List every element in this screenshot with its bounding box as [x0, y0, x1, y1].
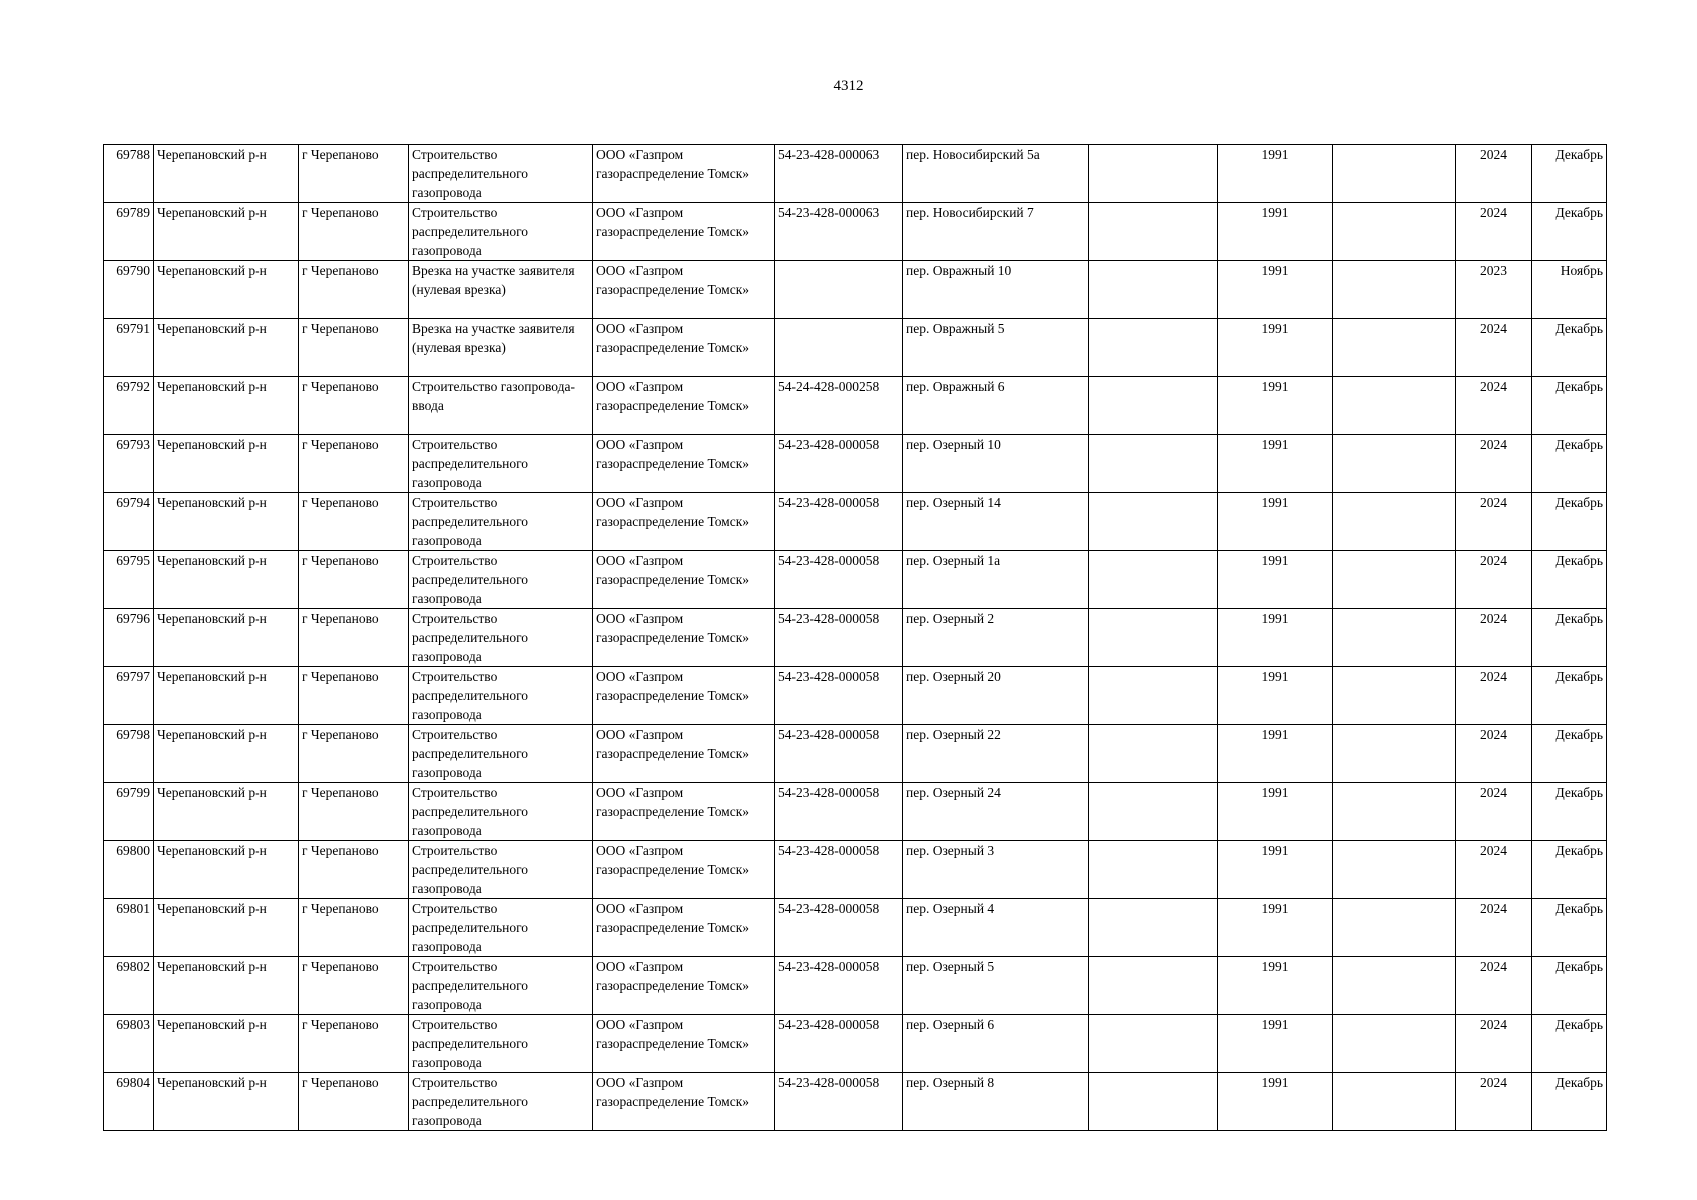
- plan-year-cell: 2024: [1456, 319, 1532, 377]
- address-cell: пер. Озерный 10: [903, 435, 1089, 493]
- cadastral-number-cell: 54-23-428-000058: [775, 841, 903, 899]
- empty-cell: [1089, 957, 1218, 1015]
- cadastral-number-cell: 54-23-428-000058: [775, 609, 903, 667]
- address-cell: пер. Озерный 3: [903, 841, 1089, 899]
- year-cell: 1991: [1218, 377, 1333, 435]
- year-cell: 1991: [1218, 435, 1333, 493]
- district-cell: Черепановский р-н: [154, 261, 299, 319]
- district-cell: Черепановский р-н: [154, 319, 299, 377]
- work-type-cell: Строительство распределительного газопровода: [409, 435, 593, 493]
- plan-month-cell: Декабрь: [1532, 667, 1607, 725]
- city-cell: г Черепаново: [299, 377, 409, 435]
- district-cell: Черепановский р-н: [154, 783, 299, 841]
- work-type-cell: Строительство распределительного газопровода: [409, 203, 593, 261]
- row-number: 69802: [104, 957, 154, 1015]
- city-cell: г Черепаново: [299, 609, 409, 667]
- work-type-cell: Строительство распределительного газопровода: [409, 841, 593, 899]
- city-cell: г Черепаново: [299, 551, 409, 609]
- empty-cell: [1089, 377, 1218, 435]
- table-row: [104, 667, 1607, 725]
- work-type-cell: Врезка на участке заявителя (нулевая врезка): [409, 319, 593, 377]
- empty-cell: [1333, 1015, 1456, 1073]
- cadastral-number-cell: 54-23-428-000058: [775, 551, 903, 609]
- year-cell: 1991: [1218, 667, 1333, 725]
- district-cell: Черепановский р-н: [154, 899, 299, 957]
- plan-month-cell: Декабрь: [1532, 203, 1607, 261]
- work-type-cell: Строительство газопровода-ввода: [409, 377, 593, 435]
- empty-cell: [1333, 261, 1456, 319]
- city-cell: г Черепаново: [299, 1015, 409, 1073]
- organization-cell: ООО «Газпром газораспределение Томск»: [593, 609, 775, 667]
- city-cell: г Черепаново: [299, 145, 409, 203]
- plan-year-cell: 2024: [1456, 725, 1532, 783]
- city-cell: г Черепаново: [299, 783, 409, 841]
- district-cell: Черепановский р-н: [154, 435, 299, 493]
- row-number: 69791: [104, 319, 154, 377]
- work-type-cell: Врезка на участке заявителя (нулевая врезка): [409, 261, 593, 319]
- table-row: [104, 435, 1607, 493]
- address-cell: пер. Озерный 8: [903, 1073, 1089, 1131]
- plan-year-cell: 2024: [1456, 667, 1532, 725]
- empty-cell: [1089, 319, 1218, 377]
- organization-cell: ООО «Газпром газораспределение Томск»: [593, 783, 775, 841]
- address-cell: пер. Озерный 4: [903, 899, 1089, 957]
- organization-cell: ООО «Газпром газораспределение Томск»: [593, 145, 775, 203]
- city-cell: г Черепаново: [299, 203, 409, 261]
- row-number: 69792: [104, 377, 154, 435]
- row-number: 69790: [104, 261, 154, 319]
- district-cell: Черепановский р-н: [154, 667, 299, 725]
- year-cell: 1991: [1218, 551, 1333, 609]
- plan-year-cell: 2024: [1456, 957, 1532, 1015]
- empty-cell: [1089, 609, 1218, 667]
- work-type-cell: Строительство распределительного газопровода: [409, 957, 593, 1015]
- address-cell: пер. Озерный 14: [903, 493, 1089, 551]
- address-cell: пер. Озерный 2: [903, 609, 1089, 667]
- cadastral-number-cell: 54-23-428-000058: [775, 899, 903, 957]
- empty-cell: [1089, 435, 1218, 493]
- row-number: 69788: [104, 145, 154, 203]
- plan-year-cell: 2024: [1456, 783, 1532, 841]
- empty-cell: [1333, 899, 1456, 957]
- table-row: [104, 899, 1607, 957]
- plan-month-cell: Ноябрь: [1532, 261, 1607, 319]
- plan-year-cell: 2024: [1456, 551, 1532, 609]
- table-row: [104, 1073, 1607, 1131]
- year-cell: 1991: [1218, 493, 1333, 551]
- address-cell: пер. Овражный 6: [903, 377, 1089, 435]
- plan-month-cell: Декабрь: [1532, 493, 1607, 551]
- work-type-cell: Строительство распределительного газопровода: [409, 551, 593, 609]
- year-cell: 1991: [1218, 319, 1333, 377]
- year-cell: 1991: [1218, 1073, 1333, 1131]
- plan-month-cell: Декабрь: [1532, 551, 1607, 609]
- district-cell: Черепановский р-н: [154, 1073, 299, 1131]
- organization-cell: ООО «Газпром газораспределение Томск»: [593, 1073, 775, 1131]
- district-cell: Черепановский р-н: [154, 493, 299, 551]
- plan-year-cell: 2023: [1456, 261, 1532, 319]
- row-number: 69800: [104, 841, 154, 899]
- city-cell: г Черепаново: [299, 899, 409, 957]
- cadastral-number-cell: 54-23-428-000058: [775, 667, 903, 725]
- empty-cell: [1333, 667, 1456, 725]
- city-cell: г Черепаново: [299, 667, 409, 725]
- year-cell: 1991: [1218, 783, 1333, 841]
- empty-cell: [1333, 319, 1456, 377]
- city-cell: г Черепаново: [299, 957, 409, 1015]
- cadastral-number-cell: [775, 261, 903, 319]
- row-number: 69796: [104, 609, 154, 667]
- district-cell: Черепановский р-н: [154, 957, 299, 1015]
- plan-month-cell: Декабрь: [1532, 377, 1607, 435]
- year-cell: 1991: [1218, 1015, 1333, 1073]
- plan-year-cell: 2024: [1456, 493, 1532, 551]
- work-type-cell: Строительство распределительного газопровода: [409, 783, 593, 841]
- row-number: 69799: [104, 783, 154, 841]
- work-type-cell: Строительство распределительного газопровода: [409, 667, 593, 725]
- empty-cell: [1089, 493, 1218, 551]
- address-cell: пер. Овражный 5: [903, 319, 1089, 377]
- empty-cell: [1333, 377, 1456, 435]
- city-cell: г Черепаново: [299, 1073, 409, 1131]
- address-cell: пер. Новосибирский 5а: [903, 145, 1089, 203]
- plan-month-cell: Декабрь: [1532, 899, 1607, 957]
- page-number: 4312: [833, 78, 864, 94]
- empty-cell: [1089, 841, 1218, 899]
- address-cell: пер. Озерный 6: [903, 1015, 1089, 1073]
- city-cell: г Черепаново: [299, 841, 409, 899]
- empty-cell: [1089, 1015, 1218, 1073]
- empty-cell: [1089, 261, 1218, 319]
- table-row: [104, 725, 1607, 783]
- organization-cell: ООО «Газпром газораспределение Томск»: [593, 551, 775, 609]
- cadastral-number-cell: 54-23-428-000058: [775, 1073, 903, 1131]
- cadastral-number-cell: 54-23-428-000063: [775, 145, 903, 203]
- empty-cell: [1333, 435, 1456, 493]
- work-type-cell: Строительство распределительного газопровода: [409, 725, 593, 783]
- organization-cell: ООО «Газпром газораспределение Томск»: [593, 435, 775, 493]
- plan-year-cell: 2024: [1456, 609, 1532, 667]
- empty-cell: [1089, 899, 1218, 957]
- cadastral-number-cell: 54-23-428-000058: [775, 957, 903, 1015]
- plan-year-cell: 2024: [1456, 1073, 1532, 1131]
- row-number: 69789: [104, 203, 154, 261]
- address-cell: пер. Озерный 22: [903, 725, 1089, 783]
- empty-cell: [1089, 551, 1218, 609]
- year-cell: 1991: [1218, 145, 1333, 203]
- city-cell: г Черепаново: [299, 493, 409, 551]
- row-number: 69801: [104, 899, 154, 957]
- city-cell: г Черепаново: [299, 261, 409, 319]
- year-cell: 1991: [1218, 957, 1333, 1015]
- work-type-cell: Строительство распределительного газопровода: [409, 899, 593, 957]
- organization-cell: ООО «Газпром газораспределение Томск»: [593, 377, 775, 435]
- plan-month-cell: Декабрь: [1532, 609, 1607, 667]
- empty-cell: [1089, 667, 1218, 725]
- address-cell: пер. Озерный 20: [903, 667, 1089, 725]
- year-cell: 1991: [1218, 261, 1333, 319]
- city-cell: г Черепаново: [299, 725, 409, 783]
- row-number: 69803: [104, 1015, 154, 1073]
- work-type-cell: Строительство распределительного газопровода: [409, 1073, 593, 1131]
- empty-cell: [1333, 783, 1456, 841]
- address-cell: пер. Озерный 1а: [903, 551, 1089, 609]
- organization-cell: ООО «Газпром газораспределение Томск»: [593, 203, 775, 261]
- year-cell: 1991: [1218, 841, 1333, 899]
- work-type-cell: Строительство распределительного газопровода: [409, 493, 593, 551]
- table-row: [104, 957, 1607, 1015]
- plan-year-cell: 2024: [1456, 377, 1532, 435]
- empty-cell: [1333, 957, 1456, 1015]
- row-number: 69797: [104, 667, 154, 725]
- plan-year-cell: 2024: [1456, 899, 1532, 957]
- table-row: [104, 203, 1607, 261]
- table-row: [104, 493, 1607, 551]
- plan-month-cell: Декабрь: [1532, 1073, 1607, 1131]
- table-row: [104, 551, 1607, 609]
- work-type-cell: Строительство распределительного газопровода: [409, 609, 593, 667]
- row-number: 69795: [104, 551, 154, 609]
- organization-cell: ООО «Газпром газораспределение Томск»: [593, 957, 775, 1015]
- plan-year-cell: 2024: [1456, 841, 1532, 899]
- empty-cell: [1333, 725, 1456, 783]
- work-type-cell: Строительство распределительного газопровода: [409, 1015, 593, 1073]
- plan-month-cell: Декабрь: [1532, 841, 1607, 899]
- cadastral-number-cell: 54-23-428-000063: [775, 203, 903, 261]
- empty-cell: [1333, 493, 1456, 551]
- table-row: [104, 319, 1607, 377]
- empty-cell: [1089, 783, 1218, 841]
- table-row: [104, 783, 1607, 841]
- cadastral-number-cell: 54-23-428-000058: [775, 435, 903, 493]
- empty-cell: [1089, 203, 1218, 261]
- empty-cell: [1333, 841, 1456, 899]
- row-number: 69798: [104, 725, 154, 783]
- district-cell: Черепановский р-н: [154, 1015, 299, 1073]
- empty-cell: [1089, 145, 1218, 203]
- year-cell: 1991: [1218, 203, 1333, 261]
- district-cell: Черепановский р-н: [154, 725, 299, 783]
- row-number: 69794: [104, 493, 154, 551]
- organization-cell: ООО «Газпром газораспределение Томск»: [593, 667, 775, 725]
- district-cell: Черепановский р-н: [154, 551, 299, 609]
- table-row: [104, 377, 1607, 435]
- cadastral-number-cell: 54-23-428-000058: [775, 725, 903, 783]
- table-row: [104, 145, 1607, 203]
- plan-month-cell: Декабрь: [1532, 783, 1607, 841]
- cadastral-number-cell: 54-23-428-000058: [775, 783, 903, 841]
- empty-cell: [1333, 1073, 1456, 1131]
- year-cell: 1991: [1218, 899, 1333, 957]
- empty-cell: [1089, 725, 1218, 783]
- empty-cell: [1333, 145, 1456, 203]
- plan-month-cell: Декабрь: [1532, 145, 1607, 203]
- plan-month-cell: Декабрь: [1532, 957, 1607, 1015]
- table-row: [104, 261, 1607, 319]
- row-number: 69793: [104, 435, 154, 493]
- empty-cell: [1333, 609, 1456, 667]
- year-cell: 1991: [1218, 609, 1333, 667]
- empty-cell: [1333, 551, 1456, 609]
- city-cell: г Черепаново: [299, 319, 409, 377]
- table-row: [104, 1015, 1607, 1073]
- district-cell: Черепановский р-н: [154, 377, 299, 435]
- address-cell: пер. Овражный 10: [903, 261, 1089, 319]
- plan-year-cell: 2024: [1456, 1015, 1532, 1073]
- organization-cell: ООО «Газпром газораспределение Томск»: [593, 841, 775, 899]
- district-cell: Черепановский р-н: [154, 841, 299, 899]
- address-cell: пер. Новосибирский 7: [903, 203, 1089, 261]
- register-table-body: [104, 145, 1607, 1131]
- address-cell: пер. Озерный 24: [903, 783, 1089, 841]
- organization-cell: ООО «Газпром газораспределение Томск»: [593, 1015, 775, 1073]
- district-cell: Черепановский р-н: [154, 145, 299, 203]
- cadastral-number-cell: 54-23-428-000058: [775, 1015, 903, 1073]
- plan-month-cell: Декабрь: [1532, 435, 1607, 493]
- table-row: [104, 609, 1607, 667]
- cadastral-number-cell: 54-24-428-000258: [775, 377, 903, 435]
- gas-connection-register-table: [103, 144, 1607, 1131]
- plan-year-cell: 2024: [1456, 203, 1532, 261]
- organization-cell: ООО «Газпром газораспределение Томск»: [593, 261, 775, 319]
- plan-month-cell: Декабрь: [1532, 319, 1607, 377]
- organization-cell: ООО «Газпром газораспределение Томск»: [593, 319, 775, 377]
- district-cell: Черепановский р-н: [154, 203, 299, 261]
- empty-cell: [1089, 1073, 1218, 1131]
- plan-month-cell: Декабрь: [1532, 725, 1607, 783]
- empty-cell: [1333, 203, 1456, 261]
- city-cell: г Черепаново: [299, 435, 409, 493]
- organization-cell: ООО «Газпром газораспределение Томск»: [593, 725, 775, 783]
- cadastral-number-cell: [775, 319, 903, 377]
- work-type-cell: Строительство распределительного газопровода: [409, 145, 593, 203]
- year-cell: 1991: [1218, 725, 1333, 783]
- plan-year-cell: 2024: [1456, 435, 1532, 493]
- row-number: 69804: [104, 1073, 154, 1131]
- address-cell: пер. Озерный 5: [903, 957, 1089, 1015]
- cadastral-number-cell: 54-23-428-000058: [775, 493, 903, 551]
- plan-month-cell: Декабрь: [1532, 1015, 1607, 1073]
- table-row: [104, 841, 1607, 899]
- organization-cell: ООО «Газпром газораспределение Томск»: [593, 899, 775, 957]
- plan-year-cell: 2024: [1456, 145, 1532, 203]
- organization-cell: ООО «Газпром газораспределение Томск»: [593, 493, 775, 551]
- district-cell: Черепановский р-н: [154, 609, 299, 667]
